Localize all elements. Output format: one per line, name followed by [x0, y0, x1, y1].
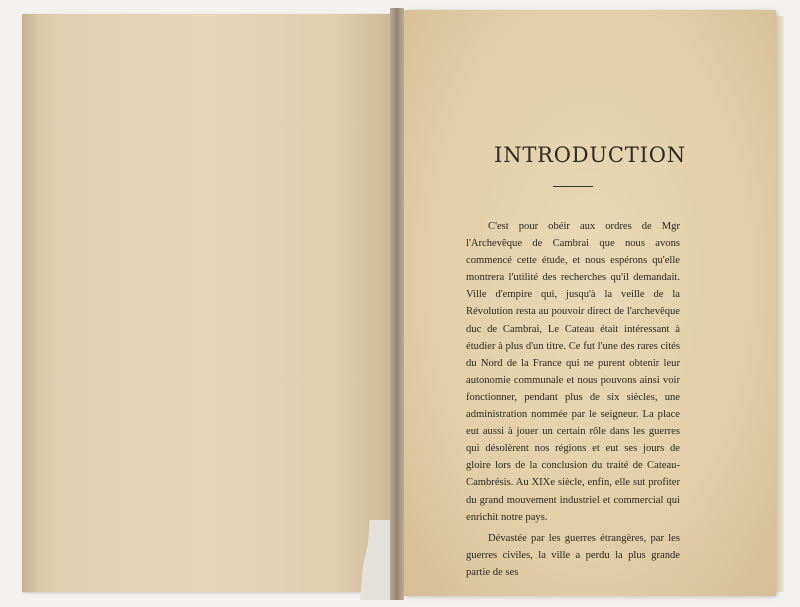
book-gutter: [390, 8, 404, 600]
blank-left-page: [22, 14, 390, 592]
title-rule: [553, 186, 593, 187]
paragraph-1: C'est pour obéir aux ordres de Mgr l'Archevêque de Cambrai que nous avons commencé cette étude, et nous espérons qu'elle montrera l'utilité des recherches qu'il demandait. Ville d'empire qui, jusqu'à la veille de la Révolution resta au pouvoir direct de l'archevêque duc de Cambrai, Le Cateau était intéressant à étudier à plus d'un titre. Ce fut l'une des rares cités du Nord de la France qui ne purent obtenir leur autonomie communale et nous pouvons ainsi voir fonctionner, pendant plus de six siècles, une administration nommée par le seigneur. La place eut aussi à jouer un certain rôle dans les guerres qui désolèrent nos régions et eut ses jours de gloire lors de la conclusion du traité de Cateau-Cambrésis. Au XIXe siècle, enfin, elle sut profiter du grand mouvement industriel et commercial qui enrichit notre pays.: [466, 221, 680, 523]
page-edge: [776, 16, 784, 592]
page-body: [466, 218, 680, 581]
page-title: INTRODUCTION: [494, 143, 686, 167]
paragraph-2: Dévastée par les guerres étrangères, par les guerres civiles, la ville a perdu la plus grande partie de ses: [466, 532, 680, 578]
